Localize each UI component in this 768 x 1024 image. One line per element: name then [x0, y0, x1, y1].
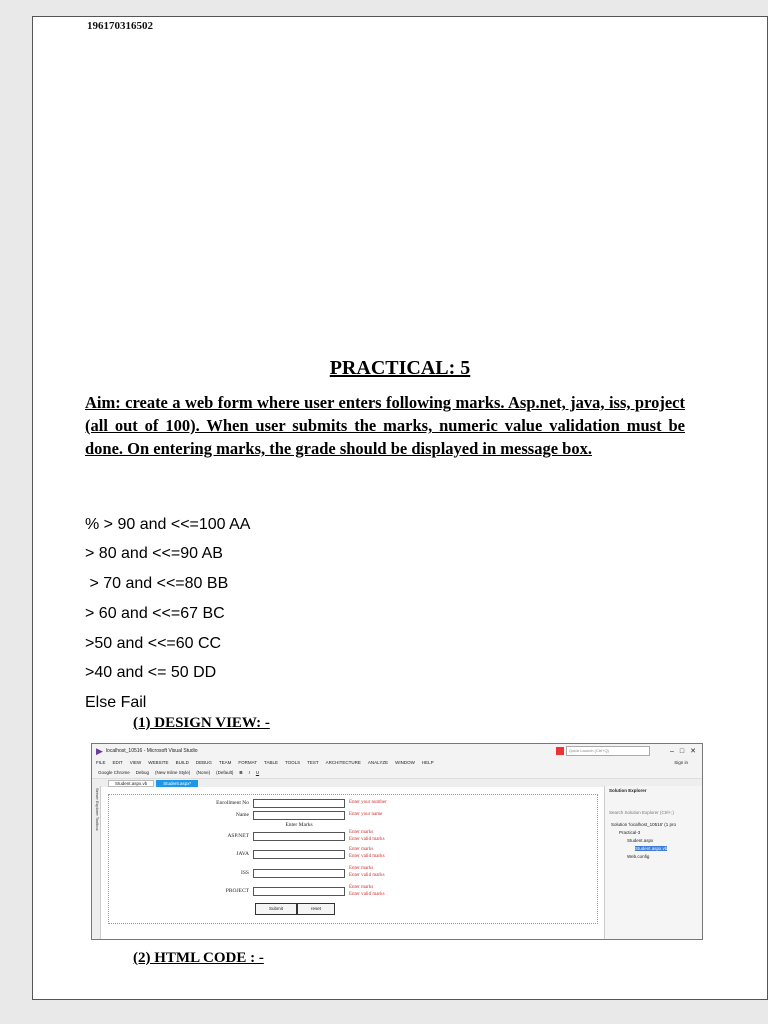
iss-label: ISS [241, 870, 249, 876]
name-error: Enter your name [349, 812, 383, 817]
vs-toolbar [92, 767, 702, 779]
grade-rule: > 80 and <<=90 AB [85, 545, 223, 562]
student-aspx-vb-node[interactable]: Student.aspx.vb [635, 846, 668, 851]
grade-rule: % > 90 and <<=100 AA [85, 516, 251, 533]
enrollment-number: 196170316502 [87, 20, 153, 32]
aim-paragraph: Aim: create a web form where user enters following marks. Asp.net, java, iss, project (all out of 100). When user submits the marks, numeric value validation must be done. On entering marks, the grade should be displayed in message box. [85, 393, 685, 458]
solution-node[interactable]: Solution 'localhost_10516' (1 pro [611, 822, 677, 827]
quick-launch-input[interactable]: Quick Launch (Ctrl+Q) [566, 746, 650, 756]
java-input[interactable] [253, 850, 345, 859]
menu-window[interactable]: WINDOW [395, 760, 415, 765]
java-label: JAVA [236, 851, 249, 857]
menu-edit[interactable]: EDIT [112, 760, 123, 765]
project-required-error: Enter marks [349, 885, 374, 890]
grade-rule: > 70 and <<=80 BB [85, 575, 229, 592]
tab-student-aspx[interactable]: Student.aspx* [156, 780, 198, 787]
maximize-icon[interactable]: □ [679, 747, 685, 755]
vs-window-title: localhost_10516 - Microsoft Visual Studio [105, 748, 198, 754]
design-view-heading: (1) DESIGN VIEW: - [133, 715, 270, 731]
tab-student-vb[interactable]: Student.aspx.vb [108, 780, 154, 787]
menu-build[interactable]: BUILD [175, 760, 189, 765]
html-code-heading: (2) HTML CODE : - [133, 950, 264, 966]
menu-debug[interactable]: DEBUG [195, 760, 212, 765]
practical-title: PRACTICAL: 5 [329, 357, 471, 379]
menu-team[interactable]: TEAM [218, 760, 232, 765]
asp-label: ASP.NET [227, 833, 249, 839]
notification-flag-icon[interactable] [556, 747, 564, 755]
web-config-node[interactable]: Web.config [627, 854, 650, 859]
menu-tools[interactable]: TOOLS [284, 760, 301, 765]
enrollment-error: Enter your number [349, 800, 387, 805]
name-label: Name [235, 812, 249, 818]
design-surface [108, 794, 598, 924]
toolbar-target-select[interactable]: (None) [196, 770, 211, 775]
document-page [32, 16, 768, 1000]
project-node[interactable]: Practical-3 [619, 830, 641, 835]
iss-required-error: Enter marks [349, 866, 374, 871]
name-input[interactable] [253, 811, 345, 820]
grade-rule: > 60 and <<=67 BC [85, 605, 225, 622]
solution-explorer-title: Solution Explorer [609, 788, 647, 793]
design-view-screenshot [91, 743, 703, 940]
minimize-icon[interactable]: – [669, 747, 674, 755]
menu-test[interactable]: TEST [307, 760, 319, 765]
menu-help[interactable]: HELP [421, 760, 434, 765]
menu-file[interactable]: FILE [96, 760, 106, 765]
java-valid-error: Enter valid marks [349, 854, 385, 859]
solution-explorer-panel [604, 786, 702, 939]
grade-rule: Else Fail [85, 694, 147, 711]
iss-valid-error: Enter valid marks [349, 873, 385, 878]
enter-marks-heading: Enter Marks [285, 822, 313, 828]
vs-side-tabs[interactable]: Server Explorer Toolbox [92, 786, 101, 939]
menu-format[interactable]: FORMAT [238, 760, 258, 765]
solution-search-input[interactable]: Search Solution Explorer (Ctrl+;) [609, 810, 674, 815]
visual-studio-logo-icon: ▶ [96, 745, 103, 756]
menu-website[interactable]: WEBSITE [148, 760, 169, 765]
toolbar-browser-select[interactable]: Google Chrome [98, 770, 130, 775]
asp-required-error: Enter marks [349, 830, 374, 835]
asp-input[interactable] [253, 832, 345, 841]
toolbar-style-select[interactable]: (New Inline Style) [155, 770, 191, 775]
italic-button[interactable]: I [248, 770, 250, 775]
grade-rule: >50 and <<=60 CC [85, 635, 222, 652]
asp-valid-error: Enter valid marks [349, 837, 385, 842]
project-valid-error: Enter valid marks [349, 892, 385, 897]
toolbar-font-select[interactable]: (Default) [216, 770, 234, 775]
student-aspx-node[interactable]: Student.aspx [627, 838, 654, 843]
menu-view[interactable]: VIEW [129, 760, 142, 765]
submit-button[interactable]: Submit [255, 903, 297, 915]
menu-table[interactable]: TABLE [264, 760, 278, 765]
menu-architecture[interactable]: ARCHITECTURE [325, 760, 361, 765]
menu-analyze[interactable]: ANALYZE [367, 760, 389, 765]
close-icon[interactable]: ✕ [690, 748, 696, 755]
sign-in-link[interactable]: Sign in [674, 760, 688, 765]
bold-button[interactable]: B [239, 770, 243, 775]
enrollment-label: Enrollment No [216, 800, 249, 806]
reset-button[interactable]: reset [297, 903, 335, 915]
vs-titlebar [92, 744, 702, 758]
enrollment-input[interactable] [253, 799, 345, 808]
project-label: PROJECT [225, 888, 249, 894]
grade-rule: >40 and <= 50 DD [85, 664, 217, 681]
toolbar-config-select[interactable]: Debug [135, 770, 150, 775]
project-input[interactable] [253, 887, 345, 896]
iss-input[interactable] [253, 869, 345, 878]
underline-button[interactable]: U [255, 770, 260, 775]
vs-menubar [92, 758, 702, 767]
java-required-error: Enter marks [349, 847, 374, 852]
